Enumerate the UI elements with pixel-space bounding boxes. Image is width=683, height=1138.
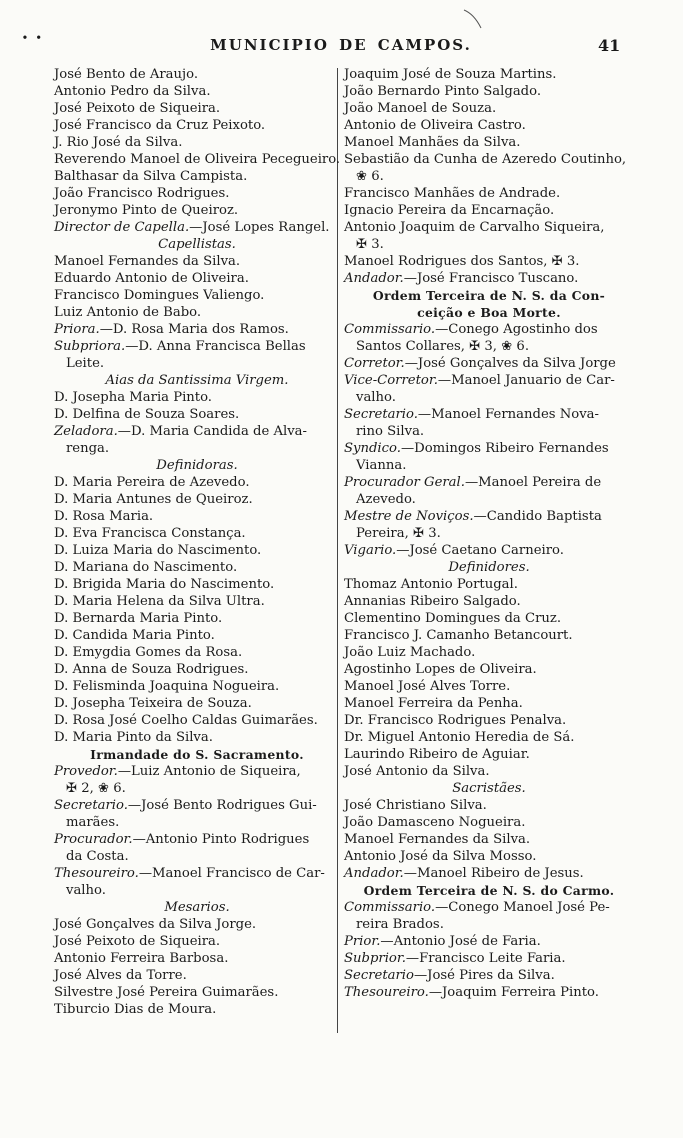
officer-entry: [54, 423, 340, 440]
member-entry: Manoel Manhães da Silva.: [344, 135, 521, 150]
officer-entry: [54, 797, 340, 814]
subsection-heading: Sacristães.: [452, 781, 526, 796]
officer-entry: [54, 831, 340, 848]
officer-role: Andador.: [344, 271, 404, 286]
officer-role: Prior.: [344, 934, 381, 949]
member-entry: D. Candida Maria Pinto.: [54, 628, 215, 643]
subsection-heading: Definidores.: [448, 560, 530, 575]
officer-name: —Joaquim Ferreira Pinto.: [428, 985, 599, 1000]
section-heading: Irmandade do S. Sacramento.: [90, 747, 304, 762]
officer-entry: [344, 321, 634, 338]
officer-name: —Domingos Ribeiro Fernandes: [400, 441, 609, 456]
member-entry: Francisco Manhães de Andrade.: [344, 186, 561, 201]
officer-role: Secretario.: [54, 798, 128, 813]
section-heading-continued: ceição e Boa Morte.: [417, 305, 561, 320]
entry-continuation: rino Silva.: [356, 424, 425, 439]
officer-entry: [54, 865, 340, 882]
entry-continuation: ✠ 2, ❀ 6.: [66, 781, 126, 796]
member-entry: Jeronymo Pinto de Queiroz.: [54, 203, 239, 218]
officer-entry: [344, 270, 634, 287]
member-entry: Manoel Rodrigues dos Santos, ✠ 3.: [344, 254, 580, 269]
officer-entry: [344, 865, 634, 882]
entry-continuation: ✠ 3.: [356, 237, 384, 252]
officer-name: —Antonio Pinto Rodrigues: [132, 832, 310, 847]
officer-role: Priora.: [54, 322, 100, 337]
entry-continuation: renga.: [66, 441, 110, 456]
member-entry: Manoel Ferreira da Penha.: [344, 696, 523, 711]
member-entry: D. Emygdia Gomes da Rosa.: [54, 645, 243, 660]
member-entry: Luiz Antonio de Babo.: [54, 305, 202, 320]
officer-entry: [344, 440, 634, 457]
member-entry: Agostinho Lopes de Oliveira.: [344, 662, 537, 677]
officer-entry: [344, 950, 634, 967]
officer-name: —D. Maria Candida de Alva-: [117, 424, 307, 439]
member-entry: João Luiz Machado.: [344, 645, 476, 660]
member-entry: Antonio Joaquim de Carvalho Siqueira,: [344, 220, 605, 235]
officer-name: —Manoel Francisco de Car-: [138, 866, 325, 881]
member-entry: José Francisco da Cruz Peixoto.: [54, 118, 266, 133]
member-entry: Laurindo Ribeiro de Aguiar.: [344, 747, 530, 762]
member-entry: Francisco Domingues Valiengo.: [54, 288, 265, 303]
officer-entry: [54, 763, 340, 780]
officer-role: Secretario.: [344, 407, 418, 422]
officer-entry: [344, 984, 634, 1001]
officer-role: Subpriora.: [54, 339, 126, 354]
entry-continuation: Santos Collares, ✠ 3, ❀ 6.: [356, 339, 530, 354]
officer-role: Thesoureiro.: [344, 985, 429, 1000]
officer-entry: [54, 321, 340, 338]
member-entry: João Bernardo Pinto Salgado.: [344, 84, 542, 99]
member-entry: João Damasceno Nogueira.: [344, 815, 526, 830]
officer-name: —José Francisco Tuscano.: [403, 271, 579, 286]
section-heading: Ordem Terceira de N. S. do Carmo.: [363, 883, 615, 898]
member-entry: Silvestre José Pereira Guimarães.: [54, 985, 279, 1000]
officer-role: Vigario.: [344, 543, 397, 558]
entry-continuation: marães.: [66, 815, 120, 830]
officer-name: —Manoel Ribeiro de Jesus.: [403, 866, 584, 881]
officer-role: Subprior.: [344, 951, 406, 966]
subsection-heading: Aias da Santissima Virgem.: [105, 373, 289, 388]
officer-role: Vice-Corretor.: [344, 373, 438, 388]
officer-role: Syndico.: [344, 441, 401, 456]
officer-name: —Francisco Leite Faria.: [405, 951, 566, 966]
right-column: [344, 66, 634, 1001]
member-entry: José Gonçalves da Silva Jorge.: [54, 917, 257, 932]
member-entry: Francisco J. Camanho Betancourt.: [344, 628, 573, 643]
subsection-heading: Definidoras.: [156, 458, 238, 473]
officer-role: Mestre de Noviços.: [344, 509, 474, 524]
officer-role: Commissario.: [344, 322, 436, 337]
member-entry: Manoel José Alves Torre.: [344, 679, 511, 694]
officer-name: —D. Rosa Maria dos Ramos.: [99, 322, 289, 337]
officer-name: —José Pires da Silva.: [413, 968, 555, 983]
left-column: [54, 66, 340, 1018]
officer-entry: [54, 338, 340, 355]
member-entry: José Bento de Araujo.: [54, 67, 199, 82]
officer-entry: [344, 474, 634, 491]
officer-name: —Antonio José de Faria.: [380, 934, 541, 949]
officer-role: Procurador.: [54, 832, 133, 847]
member-entry: D. Rosa José Coelho Caldas Guimarães.: [54, 713, 318, 728]
member-entry: José Antonio da Silva.: [344, 764, 490, 779]
section-heading: Ordem Terceira de N. S. da Con-: [372, 288, 606, 303]
subsection-heading: Mesarios.: [164, 900, 230, 915]
officer-entry: [344, 372, 634, 389]
member-entry: Eduardo Antonio de Oliveira.: [54, 271, 249, 286]
member-entry: D. Maria Pereira de Azevedo.: [54, 475, 250, 490]
page-number: 41: [598, 36, 621, 55]
officer-role: Thesoureiro.: [54, 866, 139, 881]
officer-role: Andador.: [344, 866, 404, 881]
officer-name: —Candido Baptista: [473, 509, 602, 524]
entry-continuation: Vianna.: [356, 458, 407, 473]
member-entry: Reverendo Manoel de Oliveira Pecegueiro.: [54, 152, 341, 167]
member-entry: D. Maria Helena da Silva Ultra.: [54, 594, 265, 609]
member-entry: Manoel Fernandes da Silva.: [344, 832, 531, 847]
officer-role: Zeladora.: [54, 424, 118, 439]
officer-entry: [344, 967, 634, 984]
member-entry: Thomaz Antonio Portugal.: [344, 577, 518, 592]
entry-continuation: Azevedo.: [356, 492, 416, 507]
entry-continuation: da Costa.: [66, 849, 129, 864]
officer-name: —Manoel Januario de Car-: [437, 373, 615, 388]
member-entry: Tiburcio Dias de Moura.: [54, 1002, 217, 1017]
member-entry: D. Eva Francisca Constança.: [54, 526, 246, 541]
member-entry: D. Bernarda Maria Pinto.: [54, 611, 223, 626]
entry-continuation: Leite.: [66, 356, 105, 371]
entry-continuation: Pereira, ✠ 3.: [356, 526, 441, 541]
officer-name: —José Bento Rodrigues Gui-: [127, 798, 317, 813]
page-title: MUNICIPIO DE CAMPOS.: [210, 36, 472, 54]
member-entry: J. Rio José da Silva.: [54, 135, 183, 150]
officer-name: —José Gonçalves da Silva Jorge: [404, 356, 616, 371]
member-entry: Annanias Ribeiro Salgado.: [344, 594, 521, 609]
officer-name: —D. Anna Francisca Bellas: [125, 339, 306, 354]
member-entry: D. Josepha Maria Pinto.: [54, 390, 212, 405]
entry-continuation: valho.: [66, 883, 106, 898]
officer-role: Provedor.: [54, 764, 118, 779]
member-entry: José Peixoto de Siqueira.: [54, 101, 221, 116]
member-entry: D. Josepha Teixeira de Souza.: [54, 696, 252, 711]
officer-entry: [344, 355, 634, 372]
member-entry: José Alves da Torre.: [54, 968, 187, 983]
member-entry: D. Brigida Maria do Nascimento.: [54, 577, 275, 592]
member-entry: Antonio de Oliveira Castro.: [344, 118, 526, 133]
member-entry: D. Anna de Souza Rodrigues.: [54, 662, 249, 677]
member-entry: José Peixoto de Siqueira.: [54, 934, 221, 949]
member-entry: D. Maria Pinto da Silva.: [54, 730, 213, 745]
officer-role: Secretario: [344, 968, 414, 983]
entry-continuation: ❀ 6.: [356, 169, 384, 184]
member-entry: Antonio Pedro da Silva.: [54, 84, 211, 99]
member-entry: Dr. Francisco Rodrigues Penalva.: [344, 713, 567, 728]
officer-role: Corretor.: [344, 356, 405, 371]
officer-name: —José Caetano Carneiro.: [396, 543, 564, 558]
member-entry: Sebastião da Cunha de Azeredo Coutinho,: [344, 152, 627, 167]
officer-role: Procurador Geral.: [344, 475, 465, 490]
officer-name: —Luiz Antonio de Siqueira,: [117, 764, 301, 779]
member-entry: Antonio José da Silva Mosso.: [344, 849, 537, 864]
member-entry: Balthasar da Silva Campista.: [54, 169, 248, 184]
member-entry: Antonio Ferreira Barbosa.: [54, 951, 229, 966]
member-entry: Manoel Fernandes da Silva.: [54, 254, 241, 269]
member-entry: D. Mariana do Nascimento.: [54, 560, 238, 575]
member-entry: José Christiano Silva.: [344, 798, 487, 813]
officer-entry: [344, 933, 634, 950]
member-entry: João Manoel de Souza.: [344, 101, 497, 116]
officer-role: Commissario.: [344, 900, 436, 915]
ink-mark: [462, 8, 484, 30]
officer-name: —Manoel Pereira de: [464, 475, 602, 490]
member-entry: Joaquim José de Souza Martins.: [344, 67, 557, 82]
officer-name: —Conego Manoel José Pe-: [435, 900, 610, 915]
officer-name: —Conego Agostinho dos: [435, 322, 598, 337]
officer-name: —José Lopes Rangel.: [189, 220, 330, 235]
officer-entry: [344, 542, 634, 559]
officer-role: Director de Capella.: [54, 220, 190, 235]
officer-entry: [344, 406, 634, 423]
margin-dots: ∙ ∙: [22, 30, 44, 44]
member-entry: Dr. Miguel Antonio Heredia de Sá.: [344, 730, 575, 745]
member-entry: Clementino Domingues da Cruz.: [344, 611, 562, 626]
member-entry: D. Felisminda Joaquina Nogueira.: [54, 679, 280, 694]
member-entry: D. Rosa Maria.: [54, 509, 154, 524]
member-entry: D. Luiza Maria do Nascimento.: [54, 543, 262, 558]
officer-entry: [54, 219, 340, 236]
officer-name: —Manoel Fernandes Nova-: [417, 407, 599, 422]
entry-continuation: valho.: [356, 390, 396, 405]
officer-entry: [344, 508, 634, 525]
entry-continuation: reira Brados.: [356, 917, 444, 932]
member-entry: Ignacio Pereira da Encarnação.: [344, 203, 555, 218]
member-entry: D. Maria Antunes de Queiroz.: [54, 492, 253, 507]
officer-entry: [344, 899, 634, 916]
subsection-heading: Capellistas.: [158, 237, 236, 252]
member-entry: D. Delfina de Souza Soares.: [54, 407, 240, 422]
member-entry: João Francisco Rodrigues.: [54, 186, 230, 201]
